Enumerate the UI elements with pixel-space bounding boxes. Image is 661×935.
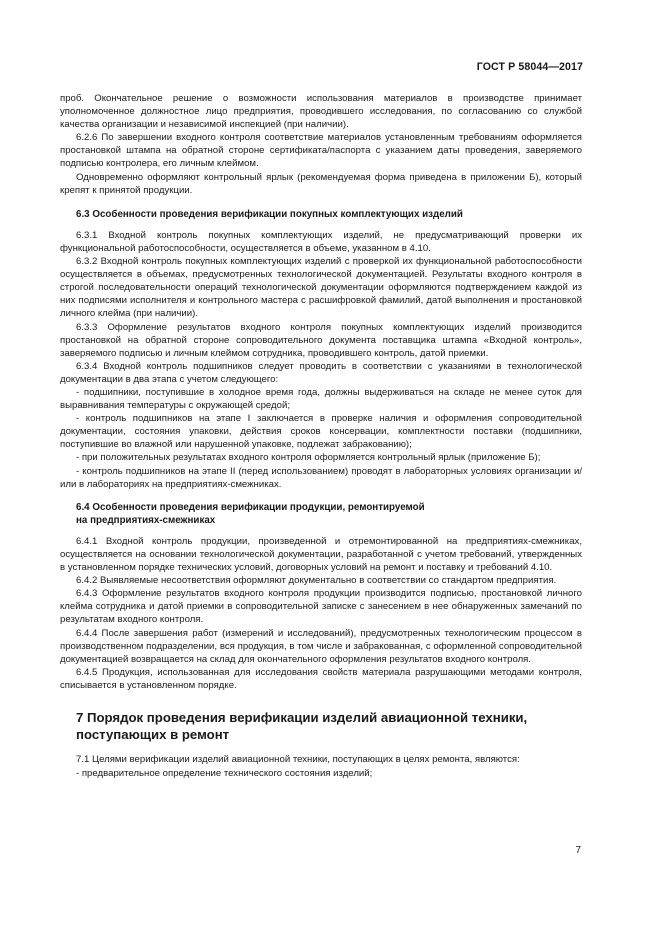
paragraph-continuation: проб. Окончательное решение о возможности использования материалов в производстве принимает уполномоченное должностное лицо предприятия, проводившего исследования, по согласованию со службой качества организации и независимой инспекцией (при наличии).	[60, 93, 582, 131]
paragraph-7-1: 7.1 Целями верификации изделий авиационной техники, поступающих в целях ремонта, являются:	[76, 754, 520, 766]
chapter-heading-7-line2: поступающих в ремонт	[76, 727, 230, 743]
paragraph-6-4-3: 6.4.3 Оформление результатов входного контроля продукции производится подписью, простановкой личного клейма сотрудника и датой приемки в сопроводительной записке с занесением в нее обнаруженных замечаний по результатам входного контроля.	[60, 588, 582, 626]
document-body	[60, 92, 582, 780]
list-item-bearings-cold: - подшипники, поступившие в холодное время года, должны выдерживаться на складе не менее суток для выравнивания температуры с окружающей средой;	[60, 386, 582, 412]
chapter-heading-7-line1: 7 Порядок проведения верификации изделий авиационной техники,	[76, 710, 528, 726]
paragraph-6-3-3: 6.3.3 Оформление результатов входного контроля покупных комплектующих изделий производится простановкой на обратной стороне сопроводительного документа поставщика штампа «Входной контроль», заверяемого подписью и личным клеймом сотрудника, проводившего контроль, датой приемки.	[60, 321, 582, 359]
section-heading-6-4-line1: 6.4 Особенности проведения верификации продукции, ремонтируемой	[76, 501, 425, 513]
section-heading-6-4-line2: на предприятиях-смежниках	[76, 514, 216, 526]
paragraph-6-4-2: 6.4.2 Выявляемые несоответствия оформляют документально в соответствии со стандартом предприятия.	[76, 575, 557, 587]
list-item-bearings-stage-2: - контроль подшипников на этапе II (перед использованием) проводят в лабораторных условиях организации и/или в лабораториях на предприятиях-смежниках.	[60, 465, 582, 490]
chapter-heading-7	[60, 709, 582, 743]
paragraph-label-note: Одновременно оформляют контрольный ярлык (рекомендуемая форма приведена в приложении Б), который крепят к принятой продукции.	[60, 171, 582, 196]
paragraph-6-4-4: 6.4.4 После завершения работ (измерений и исследований), предусмотренных технологическим процессом в производственном подразделении, вся продукция, в том числе и забракованная, с оформленной сопроводительной документацией возвращается на склад для окончательного оформления результатов входного контроля.	[60, 627, 582, 665]
list-item-control-label: - при положительных результатах входного контроля оформляется контрольный ярлык (приложение Б);	[76, 452, 541, 464]
paragraph-6-3-2: 6.3.2 Входной контроль покупных комплектующих изделий с проверкой их функциональной работоспособности осуществляется в объемах, предусмотренных технологической документацией. Результаты входного контроля в строгой последовательности операций технологической документации оформляются подтверждением каждой из них подписями исполнителя и контрольного мастера с расшифровкой фамилий, датой выполнения и простановкой личного клейма (при наличии).	[60, 256, 582, 320]
paragraph-6-4-5: 6.4.5 Продукция, использованная для исследования свойств материала разрушающими методами контроля, списывается в установленном порядке.	[60, 666, 582, 691]
paragraph-6-2-6: 6.2.6 По завершении входного контроля соответствие материалов установленным требованиям оформляется простановкой штампа на обратной стороне сертификата/паспорта с указанием даты проведения, заверяемого подписью контролера, его личным клеймом.	[60, 132, 582, 170]
section-heading-6-3: 6.3 Особенности проведения верификации покупных комплектующих изделий	[76, 208, 463, 220]
paragraph-6-3-1: 6.3.1 Входной контроль покупных комплектующих изделий, не предусматривающий проверки их функциональной работоспособности, осуществляется в объеме, указанном в 4.10.	[60, 229, 582, 254]
standard-header: ГОСТ Р 58044—2017	[476, 61, 583, 73]
list-item-preliminary-assessment: - предварительное определение технического состояния изделий;	[76, 767, 373, 779]
section-heading-6-4	[60, 501, 582, 527]
paragraph-6-4-1: 6.4.1 Входной контроль продукции, произведенной и отремонтированной на предприятиях-смежниках, осуществляется на основании технологической документации, разработанной с учетом требований, утвержденных в установленном порядке технических условий, договорных условий на ремонт и поставку и требований 4.10.	[60, 535, 582, 574]
page-number: 7	[575, 845, 581, 856]
paragraph-6-3-4: 6.3.4 Входной контроль подшипников следует проводить в соответствии с указаниями в технологической документации в два этапа с учетом следующего:	[60, 360, 582, 385]
list-item-bearings-stage-1: - контроль подшипников на этапе I заключается в проверке наличия и оформления сопроводительной документации, состояния упаковки, действия сроков консервации, комплектности поставки (подшипники, поступившие во влажной или нарушенной упаковке, подлежат забракованию);	[60, 413, 582, 451]
